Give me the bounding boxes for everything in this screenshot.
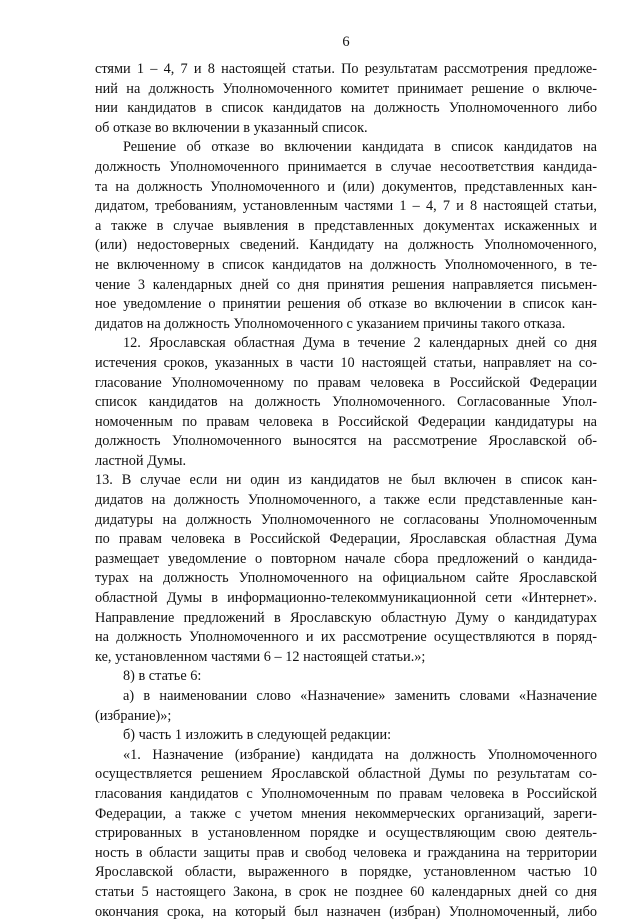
text-line: а также в случае выявления в представленных документах искаженных и <box>95 217 597 234</box>
text-line: стрированных в установленном порядке и осуществляющим свою деятель- <box>95 825 597 842</box>
text-line: на должность Уполномоченного и их рассмотрение осуществляются в поряд- <box>95 629 597 646</box>
text-line: должность Уполномоченного выносятся на рассмотрение Ярославской об- <box>95 433 597 450</box>
text-line: та на должность Уполномоченного и (или) документов, представленных кан- <box>95 178 597 195</box>
text-line: стями 1 – 4, 7 и 8 настоящей статьи. По результатам рассмотрения предложе- <box>95 61 597 77</box>
text-line: Решение об отказе во включении кандидата в список кандидатов на <box>123 139 597 156</box>
text-line: «1. Назначение (избрание) кандидата на должность Уполномоченного <box>123 746 597 763</box>
text-line: дидатов на должность Уполномоченного, а также если представленные кан- <box>95 492 597 509</box>
text-line: по правам человека в Российской Федерации, Ярославская областная Дума <box>95 531 597 548</box>
text-line: ность в области защиты прав и свобод человека и гражданина на территории <box>95 844 597 861</box>
document-body <box>95 60 597 922</box>
text-line: Ярославской области, выраженного в порядке, установленном частью 10 <box>95 864 597 881</box>
text-line: нии кандидатов в список кандидатов на должность Уполномоченного либо <box>95 100 597 117</box>
text-line: ное уведомление о принятии решения об отказе во включении в список кан- <box>95 296 597 313</box>
text-line: список кандидатов на должность Уполномоченного. Согласованные Упол- <box>95 394 597 411</box>
text-line: дидатом, требованиям, установленным частями 1 – 4, 7 и 8 настоящей статьи, <box>95 198 597 215</box>
text-line: Федерации, а также с учетом мнения некоммерческих организаций, зареги- <box>95 805 597 822</box>
text-line: размещает уведомление о повторном начале сбора предложений о кандида- <box>95 550 597 567</box>
text-line: гласования кандидатов с Уполномоченным по правам человека в Российской <box>95 785 597 802</box>
text-line: об отказе во включении в указанный список. <box>95 119 368 136</box>
text-line: Направление предложений в Ярославскую областную Думу о кандидатурах <box>95 609 597 626</box>
text-line: б) часть 1 изложить в следующей редакции: <box>123 727 392 744</box>
text-line: (или) недостоверных сведений. Кандидату на должность Уполномоченного, <box>95 237 597 254</box>
text-line: осуществляется решением Ярославской областной Думы по результатам со- <box>95 766 597 783</box>
text-line: ке, установленном частями 6 – 12 настоящей статьи.»; <box>95 648 426 665</box>
text-line: ластной Думы. <box>95 452 187 469</box>
text-line: чение 3 календарных дней со дня принятия решения направляется письмен- <box>95 276 597 293</box>
text-line: (избрание)»; <box>95 707 172 724</box>
text-line: статьи 5 настоящего Закона, в срок не позднее 60 календарных дней со дня <box>95 883 597 900</box>
text-line: не включенному в список кандидатов на должность Уполномоченного, в те- <box>95 256 597 273</box>
text-line: 13. В случае если ни один из кандидатов не был включен в список кан- <box>95 472 597 489</box>
text-line: ний на должность Уполномоченного комитет принимает решение о включе- <box>95 80 597 97</box>
text-line: турах на должность Уполномоченного на официальном сайте Ярославской <box>95 570 597 587</box>
text-line: истечения сроков, указанных в части 10 настоящей статьи, направляет на со- <box>95 354 597 371</box>
page-number: 6 <box>342 34 350 50</box>
text-line: а) в наименовании слово «Назначение» заменить словами «Назначение <box>123 688 597 704</box>
document-page <box>95 0 597 922</box>
text-line: окончания срока, на который был назначен (избран) Уполномоченный, либо <box>95 903 597 920</box>
text-line: должность Уполномоченного принимается в случае несоответствия кандида- <box>95 158 597 175</box>
text-line: 12. Ярославская областная Дума в течение 2 календарных дней со дня <box>123 335 597 352</box>
text-line: гласование Уполномоченному по правам человека в Российской Федерации <box>95 374 597 391</box>
text-line: 8) в статье 6: <box>123 668 202 685</box>
text-line: номоченным по правам человека в Российской Федерации кандидатуры на <box>95 413 597 430</box>
text-line: дидатуры на должность Уполномоченного не согласованы Уполномоченным <box>95 511 597 528</box>
text-line: областной Думы в информационно-телекоммуникационной сети «Интернет». <box>95 590 597 607</box>
text-line: дидатов на должность Уполномоченного с указанием причины такого отказа. <box>95 315 566 332</box>
